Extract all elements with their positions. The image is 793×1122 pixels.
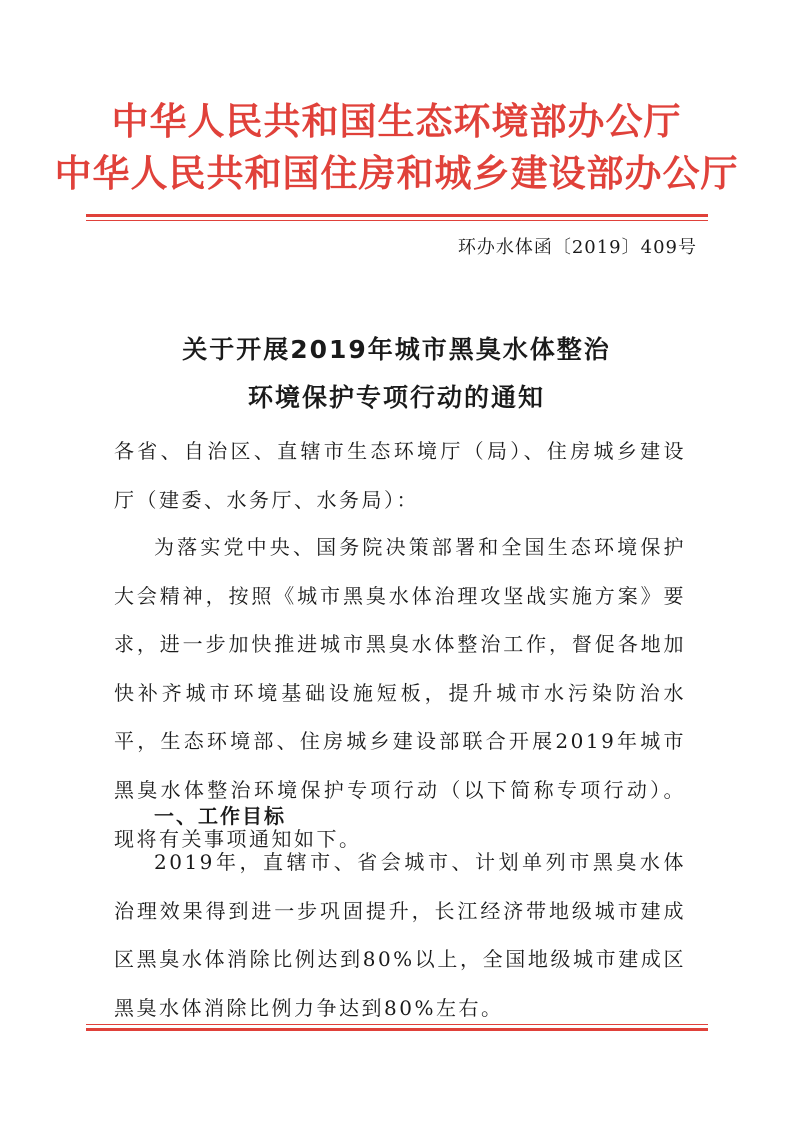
document-title-line-1: 关于开展2019年城市黑臭水体整治 [182, 335, 611, 364]
footer-red-rule-thin [86, 1024, 708, 1025]
section-paragraph-work-goals: 2019年，直辖市、省会城市、计划单列市黑臭水体治理效果得到进一步巩固提升，长江经济带地级城市建成区黑臭水体消除比例达到80%以上，全国地级城市建成区黑臭水体消除比例力争达到80%左右。 [114, 850, 686, 1020]
document-number: 环办水体函〔2019〕409号 [457, 237, 697, 258]
addressee: 各省、自治区、直辖市生态环境厅（局）、住房城乡建设厅（建委、水务厅、水务局）： [114, 439, 686, 512]
document-title-line-2: 环境保护专项行动的通知 [247, 383, 545, 412]
footer-red-rule-thick [86, 1028, 708, 1031]
issuing-org-housing-construction: 中华人民共和国住房和城乡建设部办公厅 [54, 152, 739, 195]
intro-paragraph: 为落实党中央、国务院决策部署和全国生态环境保护大会精神，按照《城市黑臭水体治理攻坚战实施方案》要求，进一步加快推进城市黑臭水体整治工作，督促各地加快补齐城市环境基础设施短板，提升城市水污染防治水平，生态环境部、住房城乡建设部联合开展2019年城市黑臭水体整治环境保护专项行动（以下简称专项行动）。现将有关事项通知如下。 [114, 535, 686, 851]
section-heading-work-goals: 一、工作目标 [154, 804, 286, 828]
header-red-rule-thick [86, 214, 708, 217]
issuing-org-ecology-environment: 中华人民共和国生态环境部办公厅 [111, 100, 682, 143]
header-red-rule-thin [86, 220, 708, 221]
